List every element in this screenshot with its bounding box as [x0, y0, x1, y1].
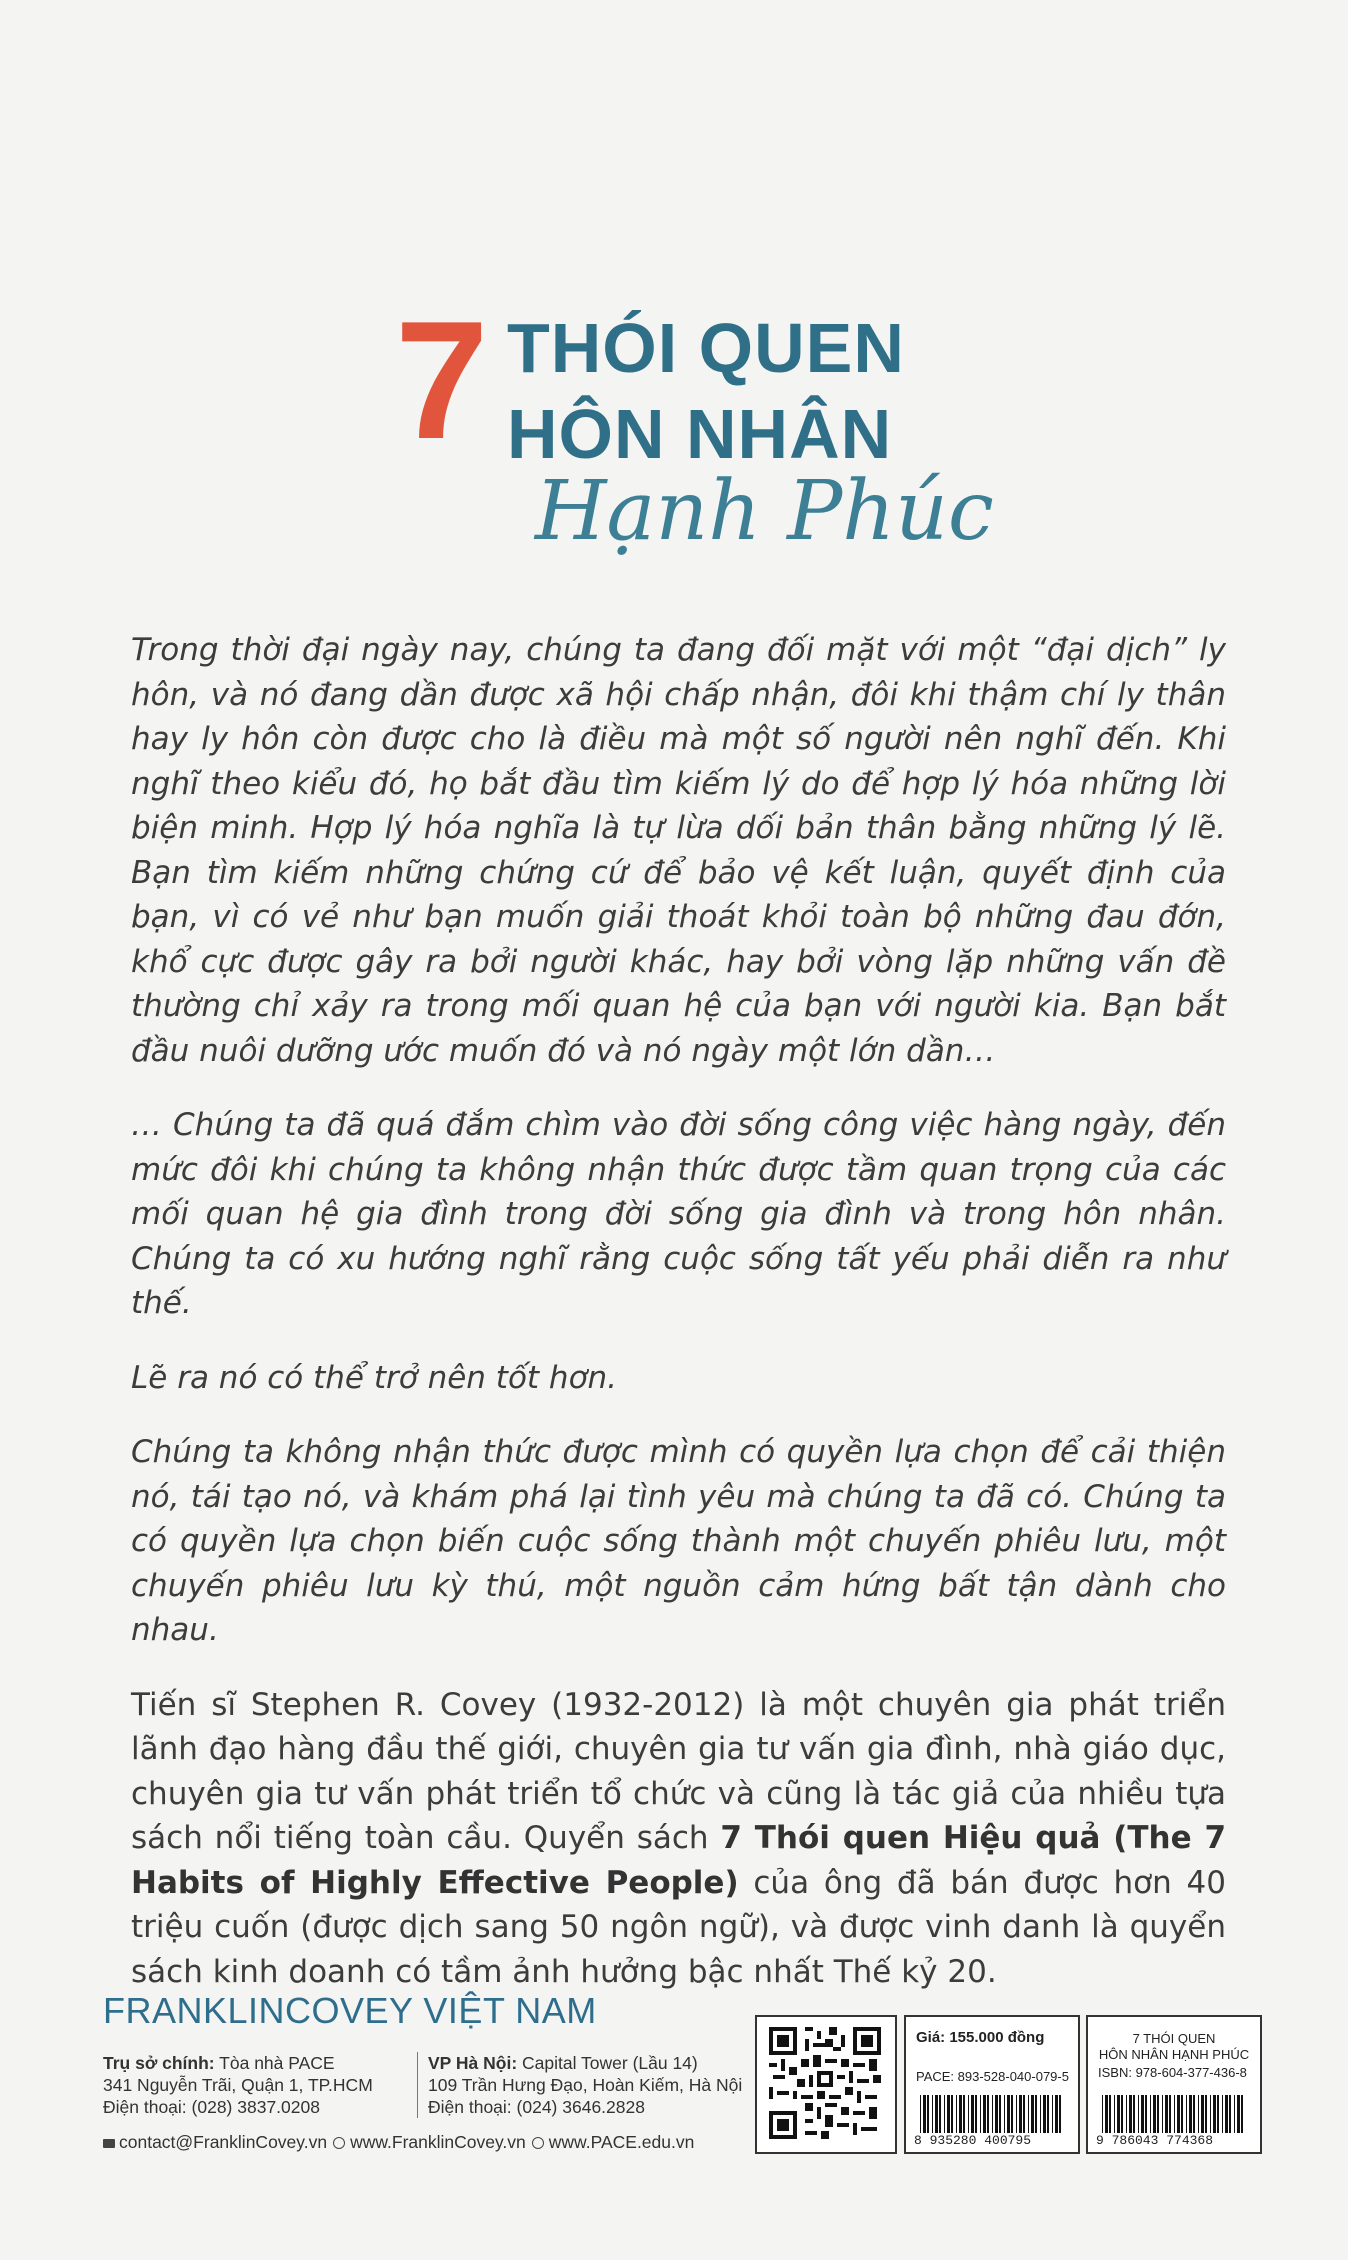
hn-label: VP Hà Nội: [428, 2053, 518, 2073]
title-number: 7 [395, 286, 489, 474]
hcm-line-2: 341 Nguyễn Trãi, Quận 1, TP.HCM [103, 2075, 373, 2095]
publisher-brand: FRANKLINCOVEY VIỆT NAM [103, 1990, 597, 2031]
hn-line-3: Điện thoại: (024) 3646.2828 [428, 2097, 645, 2117]
publisher-footer [103, 1990, 1263, 2170]
contact-email[interactable]: contact@FranklinCovey.vn [119, 2132, 328, 2152]
email-icon [103, 2139, 115, 2148]
author-bio-book-title: 7 Thói quen Hiệu quả (The 7 Habits of Highly Effective People) [131, 1820, 1227, 1901]
blurb-paragraph-3: Lẽ ra nó có thể trở nên tốt hơn. [131, 1359, 618, 1396]
contact-row [103, 2132, 694, 2153]
book-title [395, 286, 995, 590]
blurb [131, 628, 1226, 2024]
blurb-paragraph-4: Chúng ta không nhận thức được mình có quyền lựa chọn để cải thiện nó, tái tạo nó, và khám phá lại tình yêu mà chúng ta đã có. Chúng ta có quyền lựa chọn biến cuộc sống thành một chuyến phiêu lưu, một chuyến phiêu lưu kỳ thú, một nguồn cảm hứng bất tận dành cho nhau. [131, 1434, 1226, 1648]
office-hcm [103, 2052, 373, 2118]
pace-code: PACE: 893-528-040-079-5 [916, 2069, 1069, 2084]
price-label: Giá: 155.000 đồng [916, 2029, 1045, 2046]
blurb-paragraph-2: … Chúng ta đã quá đắm chìm vào đời sống công việc hàng ngày, đến mức đôi khi chúng ta không nhận thức được tầm quan trọng của các mối quan hệ gia đình trong đời sống gia đình và trong hôn nhân. Chúng ta có xu hướng nghĩ rằng cuộc sống tất yếu phải diễn ra như thế. [131, 1107, 1226, 1321]
isbn-label: ISBN: 978-604-377-436-8 [1098, 2065, 1247, 2080]
barcode-number: 9 786043 774368 [1096, 2133, 1214, 2148]
hcm-line-1: Tòa nhà PACE [214, 2053, 335, 2073]
hcm-line-3: Điện thoại: (028) 3837.0208 [103, 2097, 320, 2117]
hcm-label: Trụ sở chính: [103, 2053, 215, 2073]
globe-icon [532, 2137, 544, 2149]
price-box [904, 2015, 1080, 2154]
barcode-number: 8 935280 400795 [914, 2133, 1032, 2148]
title-line-2: HÔN NHÂN [507, 395, 893, 473]
author-bio-text-a: Tiến sĩ Stephen R. Covey (1932-2012) là một chuyên gia phát triển lãnh đạo hàng đầu thế giới, chuyên gia tư vấn gia đình, nhà giáo dục, chuyên gia tư vấn phát triển tổ chức và cũng là tác giả của nhiều tựa sách nổi tiếng toàn cầu. Quyển sách [131, 1686, 1226, 1856]
blurb-paragraph-1: Trong thời đại ngày nay, chúng ta đang đối mặt với một “đại dịch” ly hôn, và nó đang dần được xã hội chấp nhận, đôi khi thậm chí ly thân hay ly hôn còn được cho là điều mà một số người nên nghĩ đến. Khi nghĩ theo kiểu đó, họ bắt đầu tìm kiếm lý do để hợp lý hóa những lời biện minh. Hợp lý hóa nghĩa là tự lừa dối bản thân bằng những lý lẽ. Bạn tìm kiếm những chứng cứ để bảo vệ kết luận, quyết định của bạn, vì có vẻ như bạn muốn giải thoát khỏi toàn bộ những đau đớn, khổ cực được gây ra bởi người khác, hay bởi vòng lặp những vấn đề thường chỉ xảy ra trong mối quan hệ của bạn với người kia. Bạn bắt đầu nuôi dưỡng ước muốn đó và nó ngày một lớn dần… [131, 632, 1226, 1069]
office-hanoi [417, 2052, 742, 2118]
author-bio-text-b: của ông đã bán được hơn 40 triệu cuốn (được dịch sang 50 ngôn ngữ), và được vinh danh là quyển sách kinh doanh có tầm ảnh hưởng bậc nhất Thế kỷ 20. [131, 1864, 1226, 1990]
website-pace[interactable]: www.PACE.edu.vn [548, 2132, 695, 2152]
website-franklincovey[interactable]: www.FranklinCovey.vn [350, 2132, 526, 2152]
hn-line-2: 109 Trần Hưng Đạo, Hoàn Kiếm, Hà Nội [428, 2075, 743, 2095]
globe-icon [333, 2137, 345, 2149]
qr-code [755, 2015, 897, 2154]
title-line-1: THÓI QUEN [507, 309, 905, 387]
author-bio [131, 1683, 1226, 1995]
barcode-icon [1100, 2095, 1248, 2133]
barcode-icon [918, 2095, 1066, 2133]
book-title-label-1: 7 THÓI QUEN [1132, 2031, 1216, 2046]
hn-line-1: Capital Tower (Lầu 14) [517, 2053, 698, 2073]
title-script: Hạnh Phúc [535, 464, 994, 559]
book-title-label-2: HÔN NHÂN HẠNH PHÚC [1098, 2047, 1250, 2062]
isbn-box [1086, 2015, 1262, 2154]
qr-code-icon [769, 2027, 881, 2139]
